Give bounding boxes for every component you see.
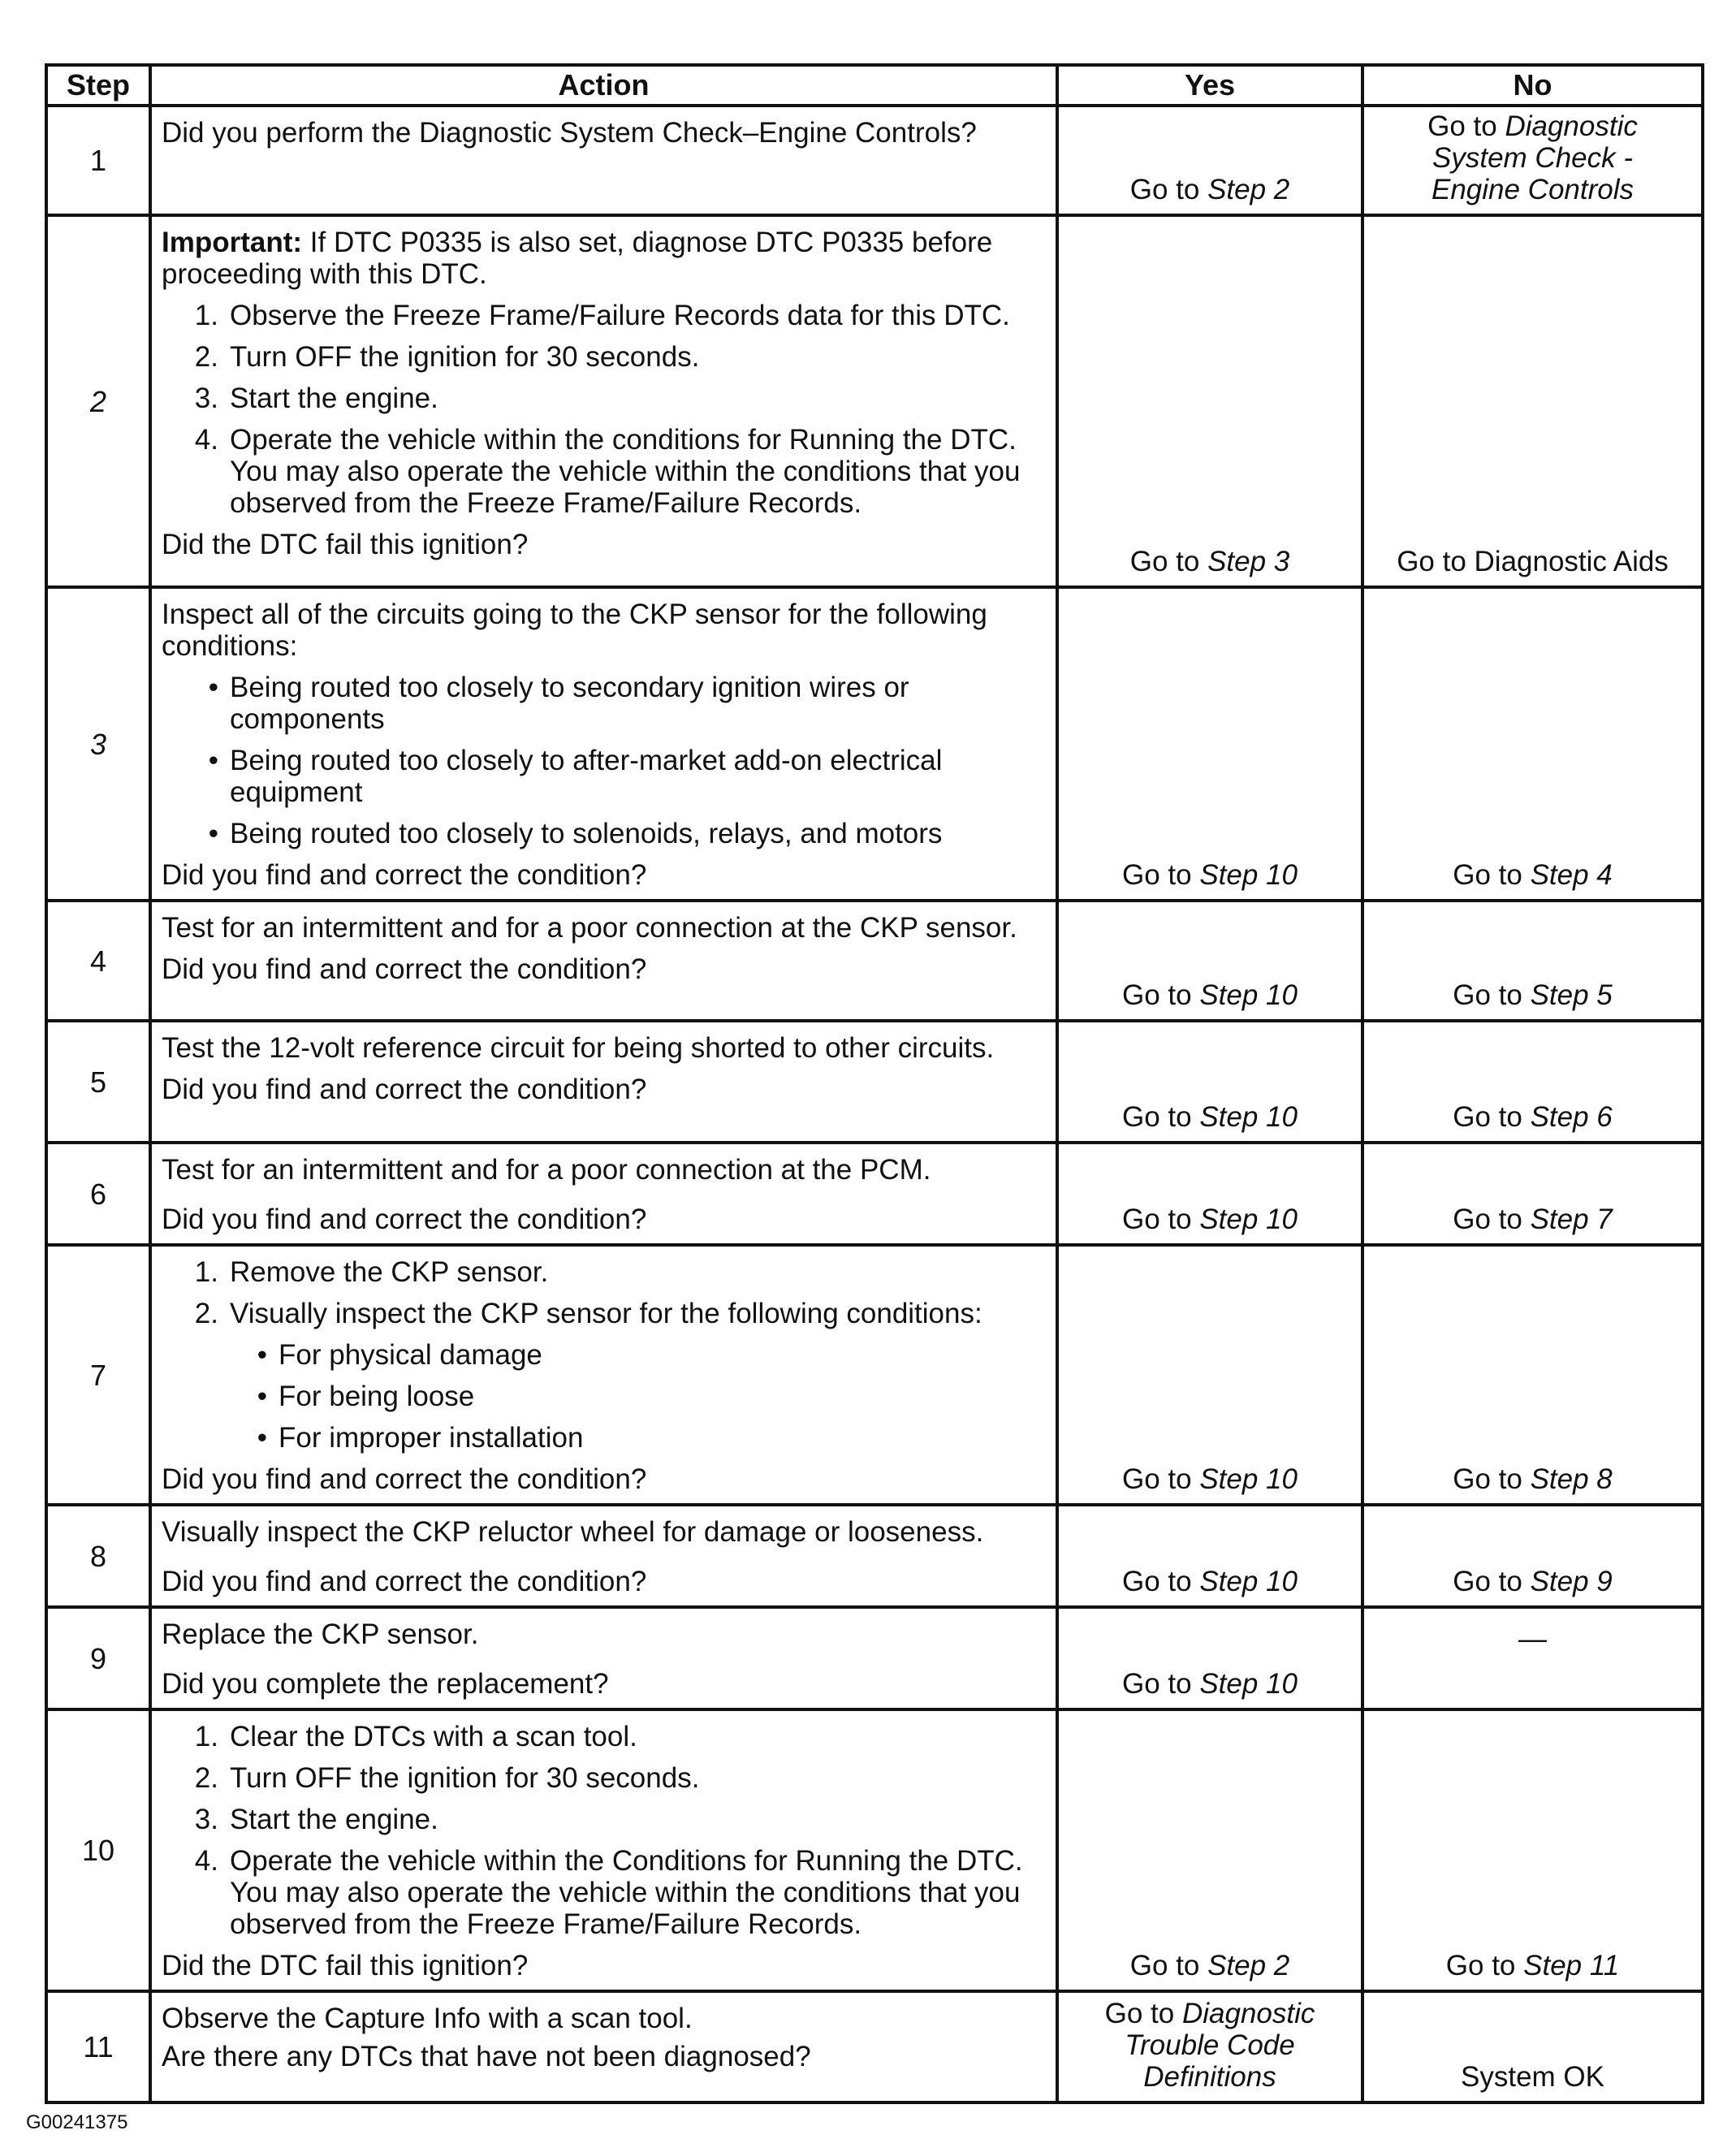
no-prefix: Go to [1453, 1101, 1531, 1133]
table-row [46, 1607, 1703, 1709]
yes-cell [1057, 1991, 1362, 2102]
no-link[interactable]: Step 7 [1530, 1203, 1613, 1235]
no-cell [1362, 901, 1703, 1021]
important-text: If DTC P0335 is also set, diagnose DTC P0335 before proceeding with this DTC. [162, 227, 993, 290]
yes-link[interactable]: Step 2 [1207, 174, 1290, 205]
question-text: Are there any DTCs that have not been diagnosed? [162, 2041, 811, 2072]
no-cell [1362, 1991, 1703, 2102]
yes-cell [1057, 1505, 1362, 1607]
yes-cell [1057, 587, 1362, 901]
action-text: Did you perform the Diagnostic System Check–Engine Controls? [162, 117, 977, 149]
list-item: 3. Start the engine. [194, 382, 438, 414]
yes-cell [1057, 1607, 1362, 1709]
list-item: 2. Turn OFF the ignition for 30 seconds. [194, 1762, 700, 1794]
step-number: 1 [46, 106, 150, 215]
list-item: • Being routed too closely to solenoids, relays, and motors [208, 818, 943, 849]
no-prefix: Go to [1445, 1950, 1524, 1981]
action-cell [150, 106, 1057, 215]
yes-cell [1057, 106, 1362, 215]
no-dash: — [1518, 1623, 1547, 1655]
diagnostic-table [45, 63, 1704, 2104]
no-prefix: Go to [1453, 1203, 1531, 1235]
step-number: 3 [46, 587, 150, 901]
no-prefix: Go to [1453, 1566, 1531, 1597]
no-cell [1362, 1143, 1703, 1245]
list-item: 2. Visually inspect the CKP sensor for the following conditions: [194, 1298, 982, 1329]
question-text: Did the DTC fail this ignition? [162, 1950, 529, 1981]
diagnostic-table-container [45, 63, 1701, 2104]
yes-prefix: Go to [1129, 174, 1208, 205]
action-text: Replace the CKP sensor. [162, 1618, 479, 1650]
list-item: 1. Clear the DTCs with a scan tool. [194, 1721, 637, 1752]
step-number: 10 [46, 1709, 150, 1991]
yes-cell [1057, 1245, 1362, 1505]
yes-prefix: Go to [1122, 1668, 1200, 1700]
no-link[interactable]: Step 6 [1530, 1101, 1613, 1133]
step-number: 5 [46, 1021, 150, 1143]
action-cell [150, 1607, 1057, 1709]
no-link[interactable]: Step 4 [1530, 859, 1613, 891]
yes-link[interactable]: Step 10 [1199, 1668, 1298, 1700]
yes-prefix: Go to [1122, 1566, 1200, 1597]
important-note [162, 227, 1046, 290]
header-yes: Yes [1057, 65, 1362, 106]
no-cell [1362, 1709, 1703, 1991]
no-cell [1362, 1021, 1703, 1143]
important-label: Important: [162, 227, 303, 258]
table-row [46, 1991, 1703, 2102]
numbered-list [162, 300, 1046, 519]
no-link[interactable]: Diagnostic System Check - Engine Controls [1431, 110, 1638, 205]
no-prefix: Go to [1427, 110, 1505, 142]
table-row [46, 901, 1703, 1021]
no-link[interactable]: Step 8 [1530, 1463, 1613, 1495]
no-link[interactable]: Step 11 [1523, 1950, 1620, 1981]
yes-cell [1057, 1021, 1362, 1143]
table-row [46, 215, 1703, 587]
list-item: 1. Observe the Freeze Frame/Failure Records data for this DTC. [194, 300, 1010, 331]
yes-link[interactable]: Step 2 [1207, 1950, 1290, 1981]
step-number: 7 [46, 1245, 150, 1505]
action-cell [150, 587, 1057, 901]
no-link[interactable]: Step 9 [1530, 1566, 1613, 1597]
yes-cell [1057, 1709, 1362, 1991]
bullet-list [162, 672, 1046, 849]
step-number: 9 [46, 1607, 150, 1709]
yes-prefix: Go to [1122, 1203, 1200, 1235]
yes-link[interactable]: Step 10 [1199, 1566, 1298, 1597]
yes-link[interactable]: Step 10 [1199, 979, 1298, 1011]
sub-list-item: • For improper installation [257, 1422, 584, 1454]
action-text: Inspect all of the circuits going to the CKP sensor for the following conditions: [162, 598, 987, 662]
action-cell [150, 1021, 1057, 1143]
step-number: 8 [46, 1505, 150, 1607]
no-cell [1362, 1245, 1703, 1505]
action-text: Test for an intermittent and for a poor connection at the CKP sensor. [162, 912, 1017, 944]
step-number: 2 [46, 215, 150, 587]
step-number: 11 [46, 1991, 150, 2102]
list-item: • Being routed too closely to secondary ignition wires or components [208, 672, 909, 735]
list-item: 2. Turn OFF the ignition for 30 seconds. [194, 341, 700, 373]
action-cell [150, 1709, 1057, 1991]
question-text: Did you find and correct the condition? [162, 1074, 647, 1105]
sub-list-item: • For physical damage [257, 1339, 542, 1371]
step-number: 6 [46, 1143, 150, 1245]
question-text: Did the DTC fail this ignition? [162, 529, 529, 560]
action-text: Test for an intermittent and for a poor connection at the PCM. [162, 1154, 931, 1186]
table-row [46, 1143, 1703, 1245]
no-cell [1362, 1607, 1703, 1709]
yes-cell [1057, 1143, 1362, 1245]
action-text: Visually inspect the CKP reluctor wheel for damage or looseness. [162, 1516, 984, 1548]
yes-prefix: Go to [1129, 546, 1208, 577]
action-cell [150, 1991, 1057, 2102]
question-text: Did you find and correct the condition? [162, 859, 647, 891]
table-header-row [46, 65, 1703, 106]
sub-list-item: • For being loose [257, 1381, 475, 1412]
list-item: 4. Operate the vehicle within the conditions for Running the DTC. You may also operate the vehicle within the conditions that you observed from the Freeze Frame/Failure Records. [194, 424, 1021, 519]
numbered-list [162, 1721, 1046, 1940]
question-text: Did you find and correct the condition? [162, 1566, 647, 1597]
no-cell [1362, 106, 1703, 215]
action-cell [150, 1505, 1057, 1607]
table-row [46, 1505, 1703, 1607]
no-text[interactable]: System OK [1461, 2061, 1604, 2093]
no-text[interactable]: Go to Diagnostic Aids [1397, 546, 1669, 577]
step-number: 4 [46, 901, 150, 1021]
question-text: Did you complete the replacement? [162, 1668, 609, 1700]
no-prefix: Go to [1453, 1463, 1531, 1495]
no-cell [1362, 1505, 1703, 1607]
action-cell [150, 1245, 1057, 1505]
yes-link[interactable]: Step 10 [1199, 1203, 1298, 1235]
action-text: Test the 12-volt reference circuit for being shorted to other circuits. [162, 1032, 995, 1064]
yes-prefix: Go to [1122, 859, 1200, 891]
list-item: 3. Start the engine. [194, 1804, 438, 1835]
action-cell [150, 901, 1057, 1021]
no-cell [1362, 587, 1703, 901]
yes-prefix: Go to [1104, 1998, 1182, 2029]
question-text: Did you find and correct the condition? [162, 953, 647, 985]
no-prefix: Go to [1453, 979, 1531, 1011]
action-cell [150, 1143, 1057, 1245]
numbered-list [162, 1256, 1046, 1454]
table-row [46, 1021, 1703, 1143]
no-prefix: Go to [1453, 859, 1531, 891]
yes-cell [1057, 215, 1362, 587]
table-row [46, 1245, 1703, 1505]
header-action: Action [150, 65, 1057, 106]
yes-prefix: Go to [1122, 1463, 1200, 1495]
yes-link[interactable]: Diagnostic Trouble Code Definitions [1125, 1998, 1315, 2093]
yes-prefix: Go to [1129, 1950, 1208, 1981]
no-cell [1362, 215, 1703, 587]
question-text: Did you find and correct the condition? [162, 1203, 647, 1235]
list-item: • Being routed too closely to after-market add-on electrical equipment [208, 745, 943, 808]
no-link[interactable]: Step 5 [1530, 979, 1613, 1011]
yes-link[interactable]: Step 10 [1199, 859, 1298, 891]
figure-id: G00241375 [26, 2111, 128, 2133]
yes-prefix: Go to [1122, 1101, 1200, 1133]
yes-prefix: Go to [1122, 979, 1200, 1011]
yes-cell [1057, 901, 1362, 1021]
header-step: Step [46, 65, 150, 106]
yes-link[interactable]: Step 3 [1207, 546, 1290, 577]
question-text: Did you find and correct the condition? [162, 1463, 647, 1495]
list-item: 1. Remove the CKP sensor. [194, 1256, 549, 1288]
table-row [46, 587, 1703, 901]
yes-link[interactable]: Step 10 [1199, 1463, 1298, 1495]
table-row [46, 1709, 1703, 1991]
list-item: 4. Operate the vehicle within the Conditions for Running the DTC. You may also operate the vehicle within the conditions that you observed from the Freeze Frame/Failure Records. [194, 1845, 1023, 1940]
action-text: Observe the Capture Info with a scan tool. [162, 2003, 693, 2034]
yes-link[interactable]: Step 10 [1199, 1101, 1298, 1133]
action-cell [150, 215, 1057, 587]
table-row [46, 106, 1703, 215]
header-no: No [1362, 65, 1703, 106]
